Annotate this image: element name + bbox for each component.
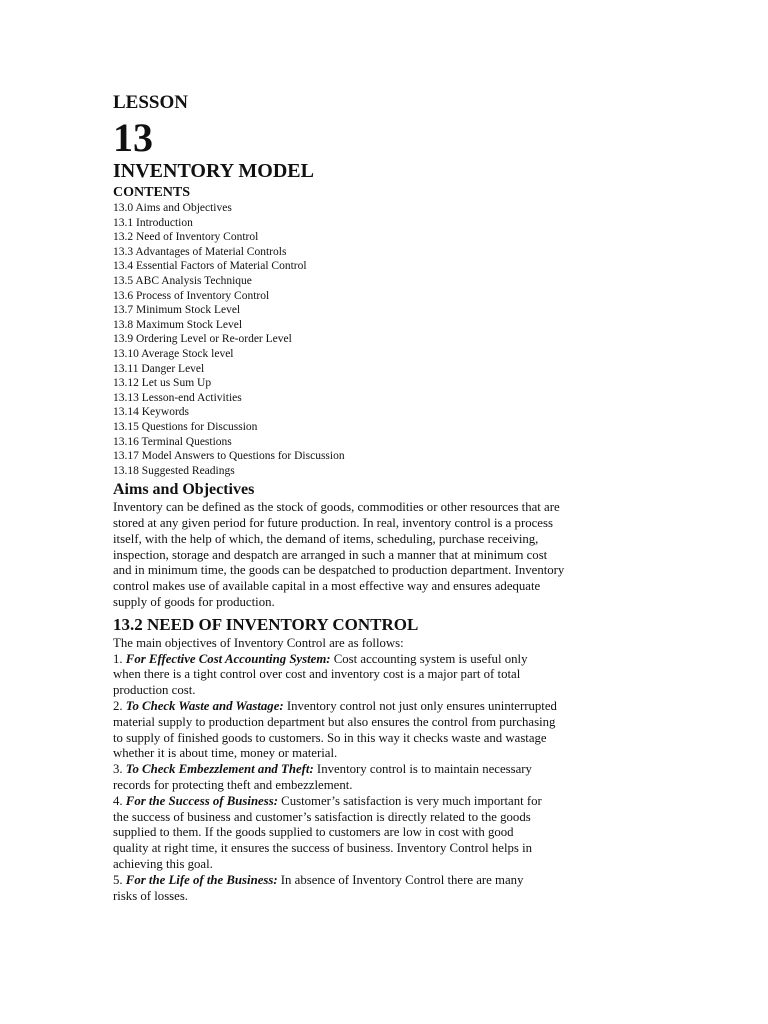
lesson-title: INVENTORY MODEL bbox=[113, 160, 314, 182]
contents-item: 13.18 Suggested Readings bbox=[113, 464, 235, 477]
point-number: 4. bbox=[113, 793, 126, 808]
lesson-label: LESSON bbox=[113, 92, 188, 113]
point-text: In absence of Inventory Control there are many bbox=[277, 872, 524, 887]
contents-item: 13.4 Essential Factors of Material Control bbox=[113, 260, 307, 273]
contents-item: 13.14 Keywords bbox=[113, 406, 190, 419]
document-page bbox=[113, 90, 613, 904]
need-intro: The main objectives of Inventory Control are as follows: bbox=[113, 635, 404, 650]
aims-line: inspection, storage and despatch are arranged in such a manner that at minimum cost bbox=[113, 547, 548, 562]
aims-line: stored at any given period for future production. In real, inventory control is a process bbox=[113, 516, 553, 531]
contents-item: 13.2 Need of Inventory Control bbox=[113, 231, 259, 244]
point-label: For the Success of Business: bbox=[125, 793, 278, 808]
aims-line: Inventory can be defined as the stock of goods, commodities or other resources that are bbox=[113, 500, 560, 515]
lesson-number: 13 bbox=[113, 115, 153, 160]
point-line: to supply of finished goods to customers. So in this way it checks waste and wastage bbox=[113, 730, 547, 745]
point-line: records for protecting theft and embezzlement. bbox=[113, 778, 353, 793]
contents-item: 13.15 Questions for Discussion bbox=[113, 420, 258, 433]
need-point-1 bbox=[113, 652, 613, 699]
contents-item: 13.0 Aims and Objectives bbox=[113, 202, 232, 214]
point-text: Cost accounting system is useful only bbox=[330, 651, 528, 666]
point-label: For the Life of the Business: bbox=[125, 872, 278, 887]
point-line: whether it is about time, money or material. bbox=[113, 746, 338, 761]
point-line: supplied to them. If the goods supplied to customers are low in cost with good bbox=[113, 825, 514, 840]
contents-item: 13.9 Ordering Level or Re-order Level bbox=[113, 333, 292, 346]
point-text: Inventory control is to maintain necessary bbox=[313, 762, 532, 777]
point-text: Inventory control not just only ensures uninterrupted bbox=[283, 699, 557, 714]
contents-item: 13.3 Advantages of Material Controls bbox=[113, 245, 287, 258]
point-label: To Check Waste and Wastage: bbox=[125, 699, 284, 714]
need-point-3 bbox=[113, 762, 613, 794]
point-label: For Effective Cost Accounting System: bbox=[125, 651, 331, 666]
point-number: 1. bbox=[113, 651, 126, 666]
aims-heading: Aims and Objectives bbox=[113, 481, 255, 499]
contents-item: 13.8 Maximum Stock Level bbox=[113, 318, 243, 331]
contents-item: 13.5 ABC Analysis Technique bbox=[113, 274, 252, 287]
contents-heading: CONTENTS bbox=[113, 185, 191, 200]
aims-line: itself, with the help of which, the demand of items, scheduling, purchase receiving, bbox=[113, 531, 539, 546]
contents-item: 13.12 Let us Sum Up bbox=[113, 377, 212, 390]
point-label: To Check Embezzlement and Theft: bbox=[125, 762, 314, 777]
contents-item: 13.1 Introduction bbox=[113, 216, 193, 229]
point-number: 2. bbox=[113, 699, 126, 714]
point-line: production cost. bbox=[113, 683, 196, 698]
contents-item: 13.10 Average Stock level bbox=[113, 347, 234, 360]
contents-item: 13.13 Lesson-end Activities bbox=[113, 391, 242, 404]
point-line: when there is a tight control over cost and inventory cost is a major part of total bbox=[113, 667, 521, 682]
point-text: Customer’s satisfaction is very much important for bbox=[277, 793, 542, 808]
point-number: 3. bbox=[113, 762, 126, 777]
need-heading: 13.2 NEED OF INVENTORY CONTROL bbox=[113, 614, 419, 634]
aims-line: supply of goods for production. bbox=[113, 595, 275, 610]
contents-item: 13.17 Model Answers to Questions for Discussion bbox=[113, 450, 345, 463]
contents-item: 13.11 Danger Level bbox=[113, 362, 205, 375]
point-line: the success of business and customer’s satisfaction is directly related to the goods bbox=[113, 809, 531, 824]
contents-item: 13.6 Process of Inventory Control bbox=[113, 289, 270, 302]
aims-line: and in minimum time, the goods can be despatched to production department. Inventory bbox=[113, 563, 565, 578]
point-line: quality at right time, it ensures the success of business. Inventory Control helps in bbox=[113, 841, 533, 856]
need-point-4 bbox=[113, 794, 613, 873]
point-number: 5. bbox=[113, 872, 126, 887]
point-line: material supply to production department but also ensures the control from purchasing bbox=[113, 714, 556, 729]
aims-line: control makes use of available capital in a most effective way and ensures adequate bbox=[113, 579, 541, 594]
need-point-2 bbox=[113, 699, 613, 762]
contents-list bbox=[113, 201, 613, 478]
contents-item: 13.16 Terminal Questions bbox=[113, 435, 232, 448]
need-point-5 bbox=[113, 873, 613, 905]
contents-item: 13.7 Minimum Stock Level bbox=[113, 304, 241, 317]
point-line: achieving this goal. bbox=[113, 857, 213, 872]
point-line: risks of losses. bbox=[113, 888, 189, 903]
aims-paragraph bbox=[113, 500, 613, 611]
